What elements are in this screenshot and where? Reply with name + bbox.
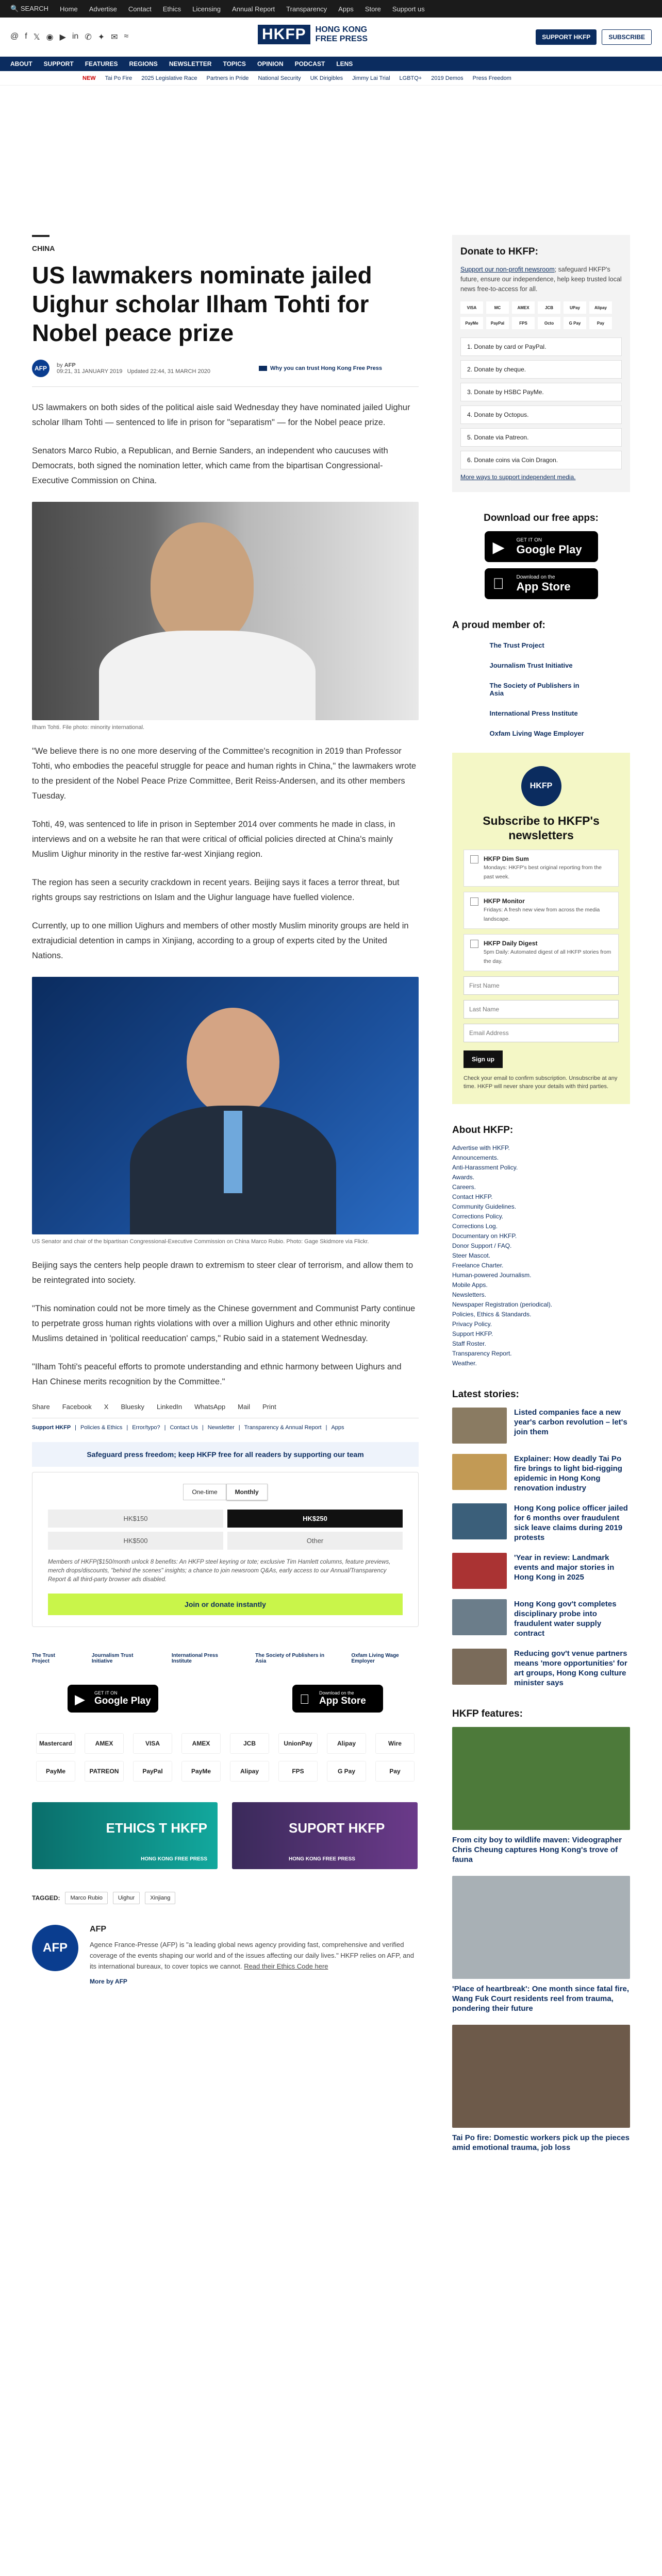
paragraph: US lawmakers on both sides of the political aisle said Wednesday they have nominated jailed Uighur scholar Ilham Tohti — sentenced to life in prison for "separatism" — for the Nobel peace prize. [32, 403, 410, 427]
monthly-toggle[interactable]: Monthly [226, 1484, 268, 1500]
story-thumbnail[interactable] [452, 1408, 507, 1444]
story-headline[interactable]: 'Year in review: Landmark events and major stories in Hong Kong in 2025 [514, 1553, 615, 1582]
byline: AFP by AFP 09:21, 31 JANUARY 2019 Updated 22:44, 31 MARCH 2020 Why you can trust Hong Kong Free Press [32, 360, 419, 387]
payment-logo: PayMe [36, 1761, 75, 1782]
payment-logo: VISA [133, 1733, 172, 1754]
donate-option[interactable]: 2. Donate by cheque. [460, 360, 622, 379]
article [32, 235, 419, 1985]
sopa-logo[interactable]: The Society of Publishers in Asia [489, 682, 580, 697]
threads-icon[interactable]: @ [10, 31, 19, 41]
main-nav [0, 57, 662, 71]
about-link[interactable]: Documentary on HKFP. [452, 1232, 517, 1240]
topbar-store[interactable]: Store [365, 5, 381, 13]
feature-story[interactable] [452, 1727, 630, 1865]
newsletter-signup: HKFP Subscribe to HKFP's newsletters HKFP Dim Sum Mondays: HKFP's best original reporting from the past week. HKFP Monitor Fridays: A fresh new view from across the media landscape. HKFP Daily Digest 5pm Daily: Automated digest of all HKFP stories from the day. First Name Last Name Email Address Sign up Check your email to confirm subscription. Unsubscribe at any time. HKFP will never share your details with third parties. [452, 753, 630, 1104]
marco-rubio-photo [32, 977, 419, 1234]
payment-logo: Alipay [589, 301, 612, 314]
newsletter-option[interactable]: HKFP Dim Sum Mondays: HKFP's best original reporting from the past week. [464, 850, 619, 887]
share-mail[interactable]: Mail [238, 1403, 250, 1411]
payment-logo: JCB [538, 301, 560, 314]
story-thumbnail[interactable] [452, 1599, 507, 1635]
about-link[interactable]: Community Guidelines. [452, 1203, 517, 1210]
member-perks: Members of HKFP($150/month unlock 8 benefits: An HKFP steel keyring or tote; exclusive Tim Hamlett columns, feature previews, merch drops/discounts, "behind the scenes" insights; a chance to join newsroom Q&As, early access to our Annual/Transparency Report & all third-party browser ads disabled. [48, 1559, 391, 1583]
latest-story[interactable] [452, 1503, 630, 1543]
support-banner[interactable]: SUPORT HKFP HONG KONG FREE PRESS [232, 1802, 418, 1869]
nav-features[interactable]: FEATURES [85, 60, 118, 67]
latest-story[interactable] [452, 1408, 630, 1444]
share-bluesky[interactable]: Bluesky [121, 1403, 144, 1411]
payment-logo: PayMe [181, 1761, 221, 1782]
donate-option[interactable]: 5. Donate via Patreon. [460, 428, 622, 447]
latest-story[interactable] [452, 1599, 630, 1638]
trust-project-logo[interactable]: The Trust Project [489, 641, 544, 649]
oxfam-logo[interactable]: Oxfam Living Wage Employer [489, 730, 584, 737]
about-link[interactable]: Awards. [452, 1174, 475, 1181]
feature-headline[interactable]: From city boy to wildlife maven: Videographer Chris Cheung captures Hong Kong's trove of fauna [452, 1836, 622, 1864]
payment-logo: UnionPay [278, 1733, 318, 1754]
paragraph: The region has seen a security crackdown in recent years. Beijing says it faces a terror threat, but rights groups say restrictions on Islam and the Uighur language have fuelled violence. [32, 878, 400, 902]
share-print[interactable]: Print [262, 1403, 276, 1411]
feature-story[interactable] [452, 1876, 630, 2013]
category-label[interactable]: CHINA [32, 244, 55, 252]
trending-item[interactable]: UK Dirigibles [310, 75, 343, 81]
payment-logo: FPS [278, 1761, 318, 1782]
paragraph: Senators Marco Rubio, a Republican, and Bernie Sanders, an independent who caucuses with Democrats, both signed the nomination letter, which came from the bipartisan Congressional-Executive Commission on China. [32, 446, 388, 485]
search-link[interactable]: 🔍 SEARCH [10, 5, 48, 12]
nav-newsletter[interactable]: NEWSLETTER [169, 60, 212, 67]
donate-option[interactable]: 3. Donate by HSBC PayMe. [460, 383, 622, 401]
trending-item[interactable]: Jimmy Lai Trial [352, 75, 390, 81]
payment-logo: JCB [230, 1733, 269, 1754]
topbar-annual-report[interactable]: Annual Report [232, 5, 275, 13]
payment-logo: G Pay [327, 1761, 366, 1782]
x-icon[interactable]: 𝕏 [33, 32, 40, 42]
payment-logo: G Pay [564, 317, 586, 329]
trending-item[interactable]: National Security [258, 75, 301, 81]
about-link[interactable]: Corrections Policy. [452, 1213, 504, 1220]
app-store-row [32, 1685, 419, 1713]
payment-logo: AMEX [85, 1733, 124, 1754]
story-headline[interactable]: Reducing gov't venue partners means 'more opportunities' for art groups, Hong Kong culture minister says [514, 1649, 627, 1687]
sidebar-donate: Donate to HKFP: Support our non-profit newsroom; safeguard HKFP's future, ensure our independence, help keep trusted local news free-to-access for all. VISA MC AMEX JCB UPay Alipay PayMe PayPal FPS Octo G Pay Pay 1. Donate by card or PayPal. 2. Donate by cheque. 3. Donate by HSBC PayMe. 4. Donate by Octopus. 5. Donate via Patreon. 6. Donate coins via Coin Dragon. More ways to support independent media. [452, 235, 630, 492]
paragraph: Currently, up to one million Uighurs and members of other mostly Muslim minority groups are held in extrajudicial detention in camps in Xinjiang, according to a group of experts cited by the United Nations. [32, 921, 409, 960]
about-link[interactable]: Advertise with HKFP. [452, 1144, 510, 1151]
play-icon: ▶ [492, 539, 505, 556]
email-field[interactable]: Email Address [464, 1024, 619, 1042]
payment-logo: Octo [538, 317, 560, 329]
paragraph: "This nomination could not be more timely as the Chinese government and Communist Party continue to perpetrate gross human rights violations with over a million Uighurs and other ethnic minority Muslims detained in 'political reeducation' camps," Rubio said in a statement Wednesday. [32, 1304, 416, 1343]
sidebar-apps: Download our free apps: ▶ GET IT ON Google Play Download on the App Store [452, 513, 630, 599]
about-link[interactable]: Anti-Harassment Policy. [452, 1164, 518, 1171]
donate-option[interactable]: 6. Donate coins via Coin Dragon. [460, 451, 622, 469]
policy-link[interactable]: Support HKFP [32, 1425, 71, 1431]
tags-row: TAGGED: Marco Rubio Uighur Xinjiang [32, 1892, 419, 1904]
trending-item[interactable]: Press Freedom [472, 75, 511, 81]
story-thumbnail[interactable] [452, 1649, 507, 1685]
story-thumbnail[interactable] [452, 1553, 507, 1589]
publish-date: 09:21, 31 JANUARY 2019 [57, 368, 123, 375]
trending-item[interactable]: LGBTQ+ [399, 75, 422, 81]
payment-logo: PayMe [460, 317, 483, 329]
mail-icon[interactable]: ✉ [111, 32, 118, 42]
photo-caption: US Senator and chair of the bipartisan Congressional-Executive Commission on China Marco Rubio. Photo: Gage Skidmore via Flickr. [32, 1239, 369, 1245]
payment-logo: UPay [564, 301, 586, 314]
nav-podcast[interactable]: PODCAST [294, 60, 325, 67]
brand-bar [0, 18, 662, 57]
bluesky-icon[interactable]: ✦ [97, 32, 105, 42]
feature-image[interactable] [452, 1727, 630, 1830]
author-bio: Agence France-Presse (AFP) is "a leading global news agency providing fast, comprehensive and verified coverage of the events shaping our world and of the issues affecting our daily lives." HKFP relies on AFP, and its international bureaux, to cover topics we cannot. [90, 1941, 414, 1970]
about-link[interactable]: Steer Mascot. [452, 1252, 491, 1259]
payment-logo: Pay [589, 317, 612, 329]
updated-date: Updated 22:44, 31 MARCH 2020 [127, 368, 211, 375]
donate-option[interactable]: 1. Donate by card or PayPal. [460, 337, 622, 356]
promo-banners [32, 1802, 419, 1869]
payment-logo: AMEX [181, 1733, 221, 1754]
about-link[interactable]: Mobile Apps. [452, 1281, 488, 1289]
about-link[interactable]: Human-powered Journalism. [452, 1272, 532, 1279]
story-headline[interactable]: Hong Kong gov't completes disciplinary probe into fraudulent water supply contract [514, 1600, 617, 1638]
payment-logo: VISA [460, 301, 483, 314]
more-by-author-link[interactable]: More by AFP [90, 1978, 127, 1985]
ipi-logo[interactable]: International Press Institute [489, 709, 578, 717]
onetime-toggle[interactable]: One-time [183, 1484, 226, 1500]
payment-logo: Wire [375, 1733, 415, 1754]
policy-link[interactable]: Error/typo? [132, 1425, 160, 1431]
payment-logo: PATREON [85, 1761, 124, 1782]
ethics-code-link[interactable]: Read their Ethics Code here [244, 1962, 328, 1970]
newsletter-icon: HKFP [521, 766, 561, 806]
author-avatar[interactable]: AFP [32, 360, 49, 377]
latest-story[interactable] [452, 1553, 630, 1589]
ipi-logo[interactable]: International Press Institute [171, 1653, 218, 1664]
tag-pill[interactable]: Xinjiang [145, 1892, 175, 1904]
story-headline[interactable]: Explainer: How deadly Tai Po fire brings to light bid-rigging epidemic in Hong Kong renovation industry [514, 1454, 622, 1493]
share-linkedin[interactable]: LinkedIn [157, 1403, 183, 1411]
about-link[interactable]: Contact HKFP. [452, 1193, 493, 1200]
payment-methods [460, 301, 622, 329]
about-link[interactable]: Corrections Log. [452, 1223, 498, 1230]
category-rule [32, 235, 49, 237]
rss-icon[interactable]: ≈ [124, 31, 129, 41]
apple-icon [300, 1691, 310, 1707]
amount-option[interactable]: HK$500 [48, 1532, 223, 1550]
story-thumbnail[interactable] [452, 1503, 507, 1539]
nav-topics[interactable]: TOPICS [223, 60, 246, 67]
payment-logos [32, 1733, 419, 1782]
topbar-apps[interactable]: Apps [338, 5, 354, 13]
apple-icon [493, 575, 505, 593]
share-label: Share [32, 1403, 50, 1411]
hkfp-logo[interactable]: HKFP HONG KONG FREE PRESS [258, 25, 368, 44]
newsletter-option[interactable]: HKFP Monitor Fridays: A fresh new view from across the media landscape. [464, 892, 619, 929]
story-headline[interactable]: Hong Kong police officer jailed for 6 months over fraudulent sick leave claims during 2019 protests [514, 1504, 628, 1542]
trust-link[interactable]: Why you can trust Hong Kong Free Press [259, 365, 382, 371]
author-box-name[interactable]: AFP [90, 1925, 106, 1934]
checkbox[interactable] [470, 855, 478, 863]
feature-story[interactable] [452, 2025, 630, 2153]
about-link[interactable]: Policies, Ethics & Standards. [452, 1311, 532, 1318]
payment-logo: Pay [375, 1761, 415, 1782]
feature-image[interactable] [452, 1876, 630, 1979]
support-hkfp-button[interactable]: SUPPORT HKFP [536, 29, 597, 45]
trust-project-logo[interactable]: The Trust Project [32, 1653, 56, 1664]
sidebar-features: HKFP features: From city boy to wildlife maven: Videographer Chris Cheung captures Hong Kong's trove of fauna 'Place of heartbreak': One month since fatal fire, Wang Fuk Court residents reel from trauma, pondering their future Tai Po fire: Domestic workers pick up the pieces amid emotional trauma, job loss [452, 1708, 630, 2152]
nav-lens[interactable]: LENS [336, 60, 353, 67]
about-link[interactable]: Weather. [452, 1360, 477, 1367]
donate-widget [32, 1472, 419, 1627]
play-icon: ▶ [75, 1691, 85, 1707]
newsletter-note: Check your email to confirm subscription. Unsubscribe at any time. HKFP will never share your details with third parties. [464, 1075, 618, 1090]
about-link[interactable]: Careers. [452, 1183, 476, 1191]
sidebar-memberships: A proud member of: The Trust Project Journalism Trust Initiative The Society of Publishers in Asia International Press Institute Oxfam Living Wage Employer [452, 620, 630, 737]
oxfam-logo[interactable]: Oxfam Living Wage Employer [351, 1653, 399, 1664]
about-link[interactable]: Newsletters. [452, 1291, 487, 1298]
payment-logo: PayPal [133, 1761, 172, 1782]
signup-button[interactable]: Sign up [464, 1050, 503, 1068]
top-utility-bar [0, 0, 662, 18]
google-play-button[interactable]: ▶ GET IT ON Google Play [68, 1685, 158, 1713]
trending-item[interactable]: 2019 Demos [431, 75, 464, 81]
checkbox[interactable] [470, 940, 478, 948]
about-link[interactable]: Freelance Charter. [452, 1262, 504, 1269]
whatsapp-icon[interactable]: ✆ [85, 32, 92, 42]
story-thumbnail[interactable] [452, 1454, 507, 1490]
payment-logo: PayPal [486, 317, 509, 329]
paragraph: "Ilham Tohti's peaceful efforts to promote understanding and ethnic harmony between Uighurs and Han Chinese merits recognition by the Committee." [32, 1362, 402, 1386]
about-link[interactable]: Announcements. [452, 1154, 499, 1161]
social-icons [10, 32, 128, 42]
topbar-advertise[interactable]: Advertise [89, 5, 117, 13]
feature-image[interactable] [452, 2025, 630, 2128]
about-link[interactable]: Privacy Policy. [452, 1320, 492, 1328]
payment-logo: MC [486, 301, 509, 314]
payment-logo: Mastercard [36, 1733, 75, 1754]
checkbox[interactable] [470, 897, 478, 906]
topbar-licensing[interactable]: Licensing [192, 5, 221, 13]
jti-logo[interactable]: Journalism Trust Initiative [489, 662, 573, 669]
facebook-icon[interactable]: f [25, 31, 27, 41]
tag-pill[interactable]: Marco Rubio [65, 1892, 107, 1904]
nav-support[interactable]: SUPPORT [43, 60, 74, 67]
trending-bar [0, 71, 662, 86]
donate-option[interactable]: 4. Donate by Octopus. [460, 405, 622, 424]
about-link[interactable]: Support HKFP. [452, 1330, 493, 1337]
nonprofit-link[interactable]: Support our non-profit newsroom [460, 266, 555, 273]
about-link[interactable]: Newspaper Registration (periodical). [452, 1301, 553, 1308]
trending-item[interactable]: 2025 Legislative Race [141, 75, 197, 81]
sopa-logo[interactable]: The Society of Publishers in Asia [255, 1653, 325, 1664]
sidebar-latest: Latest stories: Listed companies face a new year's carbon revolution – let's join them Explainer: How deadly Tai Po fire brings to light bid-rigging epidemic in Hong Kong renovation industry Hong Kong police officer jailed for 6 months over fraudulent sick leave claims during 2019 protests 'Year in review: Landmark events and major stories in Hong Kong in 2025 Hong Kong gov't completes disciplinary probe into fraudulent water supply contract Reducing gov't venue partners means 'more opportunities' for art groups, Hong Kong culture minister says [452, 1389, 630, 1688]
author-box-avatar[interactable]: AFP [32, 1925, 78, 1971]
photo-caption: Ilham Tohti. File photo: minority international. [32, 724, 145, 731]
member-orgs-row [32, 1653, 419, 1664]
trending-item[interactable]: Tai Po Fire [105, 75, 133, 81]
policy-link[interactable]: Contact Us [170, 1425, 198, 1431]
trending-item[interactable]: Partners in Pride [206, 75, 249, 81]
policy-links: Support HKFP | Policies & Ethics | Error/typo? | Contact Us | Newsletter | Transparency & Annual Report | Apps [32, 1425, 344, 1431]
newsletter-option[interactable]: HKFP Daily Digest 5pm Daily: Automated digest of all HKFP stories from the day. [464, 934, 619, 971]
nav-about[interactable]: ABOUT [10, 60, 32, 67]
amount-option[interactable]: HK$150 [48, 1510, 223, 1528]
subscribe-button[interactable]: SUBSCRIBE [602, 29, 652, 45]
more-ways-link[interactable]: More ways to support independent media. [460, 473, 576, 481]
trending-label: NEW [82, 75, 96, 81]
share-x[interactable]: X [104, 1403, 109, 1411]
topbar-home[interactable]: Home [60, 5, 78, 13]
ilham-tohti-photo [32, 502, 419, 720]
share-bar [32, 1403, 419, 1418]
policy-link[interactable]: Apps [331, 1425, 344, 1431]
about-link[interactable]: Donor Support / FAQ. [452, 1242, 512, 1249]
instagram-icon[interactable]: ◉ [46, 32, 54, 42]
google-play-button[interactable]: ▶ GET IT ON Google Play [485, 531, 598, 562]
linkedin-icon[interactable]: in [72, 31, 79, 41]
nav-regions[interactable]: REGIONS [129, 60, 158, 67]
youtube-icon[interactable]: ▶ [59, 32, 66, 42]
amount-option-selected[interactable]: HK$250 [227, 1510, 403, 1528]
author-name[interactable]: AFP [64, 362, 76, 368]
policy-link[interactable]: Policies & Ethics [80, 1425, 123, 1431]
safeguard-banner[interactable]: Safeguard press freedom; keep HKFP free for all readers by supporting our team [32, 1442, 419, 1467]
payment-logo: Alipay [327, 1733, 366, 1754]
payment-logo: AMEX [512, 301, 535, 314]
feature-headline[interactable]: Tai Po fire: Domestic workers pick up the pieces amid emotional trauma, job loss [452, 2133, 630, 2152]
join-donate-button[interactable]: Join or donate instantly [48, 1594, 403, 1615]
paragraph: Tohti, 49, was sentenced to life in prison in September 2014 over comments he made in class, in interviews and on a website he ran that were critical of official policies directed at China's mainly Muslim Uighur minority in the restive far-west Xinjiang region. [32, 820, 395, 859]
app-store-button[interactable]: Download on the App Store [292, 1685, 383, 1713]
share-facebook[interactable]: Facebook [62, 1403, 92, 1411]
latest-story[interactable] [452, 1454, 630, 1493]
jti-logo[interactable]: Journalism Trust Initiative [91, 1653, 134, 1664]
topbar-transparency[interactable]: Transparency [286, 5, 327, 13]
topbar-contact[interactable]: Contact [128, 5, 152, 13]
latest-story[interactable] [452, 1649, 630, 1688]
about-link[interactable]: Staff Roster. [452, 1340, 486, 1347]
last-name-field[interactable]: Last Name [464, 1000, 619, 1019]
policy-link[interactable]: Newsletter [207, 1425, 235, 1431]
topbar-support[interactable]: Support us [392, 5, 425, 13]
payment-logo: FPS [512, 317, 535, 329]
author-box [32, 1925, 419, 1985]
trust-icon [259, 366, 267, 371]
paragraph: "We believe there is no one more deserving of the Committee's recognition in 2019 than Professor Tohti, who embodies the peaceful struggle for peace and human rights in China," the lawmakers wrote to the president of the Nobel Peace Prize Committee, Berit Reiss-Andersen, and its other members Tuesday. [32, 747, 417, 801]
app-store-button[interactable]: Download on the App Store [485, 568, 598, 599]
share-whatsapp[interactable]: WhatsApp [194, 1403, 226, 1411]
story-headline[interactable]: Listed companies face a new year's carbon revolution – let's join them [514, 1408, 627, 1436]
paragraph: Beijing says the centers help people drawn to extremism to steer clear of terrorism, and allow them to be reintegrated into society. [32, 1261, 413, 1285]
sidebar [452, 235, 630, 2164]
topbar-ethics[interactable]: Ethics [162, 5, 181, 13]
tag-pill[interactable]: Uighur [113, 1892, 140, 1904]
policy-link[interactable]: Transparency & Annual Report [244, 1425, 322, 1431]
nav-opinion[interactable]: OPINION [257, 60, 284, 67]
first-name-field[interactable]: First Name [464, 976, 619, 995]
about-link[interactable]: Transparency Report. [452, 1350, 512, 1357]
payment-logo: Alipay [230, 1761, 269, 1782]
article-title: US lawmakers nominate jailed Uighur scholar Ilham Tohti for Nobel peace prize [32, 262, 372, 346]
feature-headline[interactable]: 'Place of heartbreak': One month since fatal fire, Wang Fuk Court residents reel from trauma, pondering their future [452, 1985, 630, 2013]
sidebar-about: About HKFP: Advertise with HKFP. Announcements. Anti-Harassment Policy. Awards. Careers. Contact HKFP. Community Guidelines. Corrections Policy. Corrections Log. Documentary on HKFP. Donor Support / FAQ. Steer Mascot. Freelance Charter. Human-powered Journalism. Mobile Apps. Newsletters. Newspaper Registration (periodical). Policies, Ethics & Standards. Privacy Policy. Support HKFP. Staff Roster. Transparency Report. Weather. [452, 1125, 630, 1368]
ethics-banner[interactable]: ETHICS T HKFP HONG KONG FREE PRESS [32, 1802, 218, 1869]
amount-option[interactable]: Other [227, 1532, 403, 1550]
